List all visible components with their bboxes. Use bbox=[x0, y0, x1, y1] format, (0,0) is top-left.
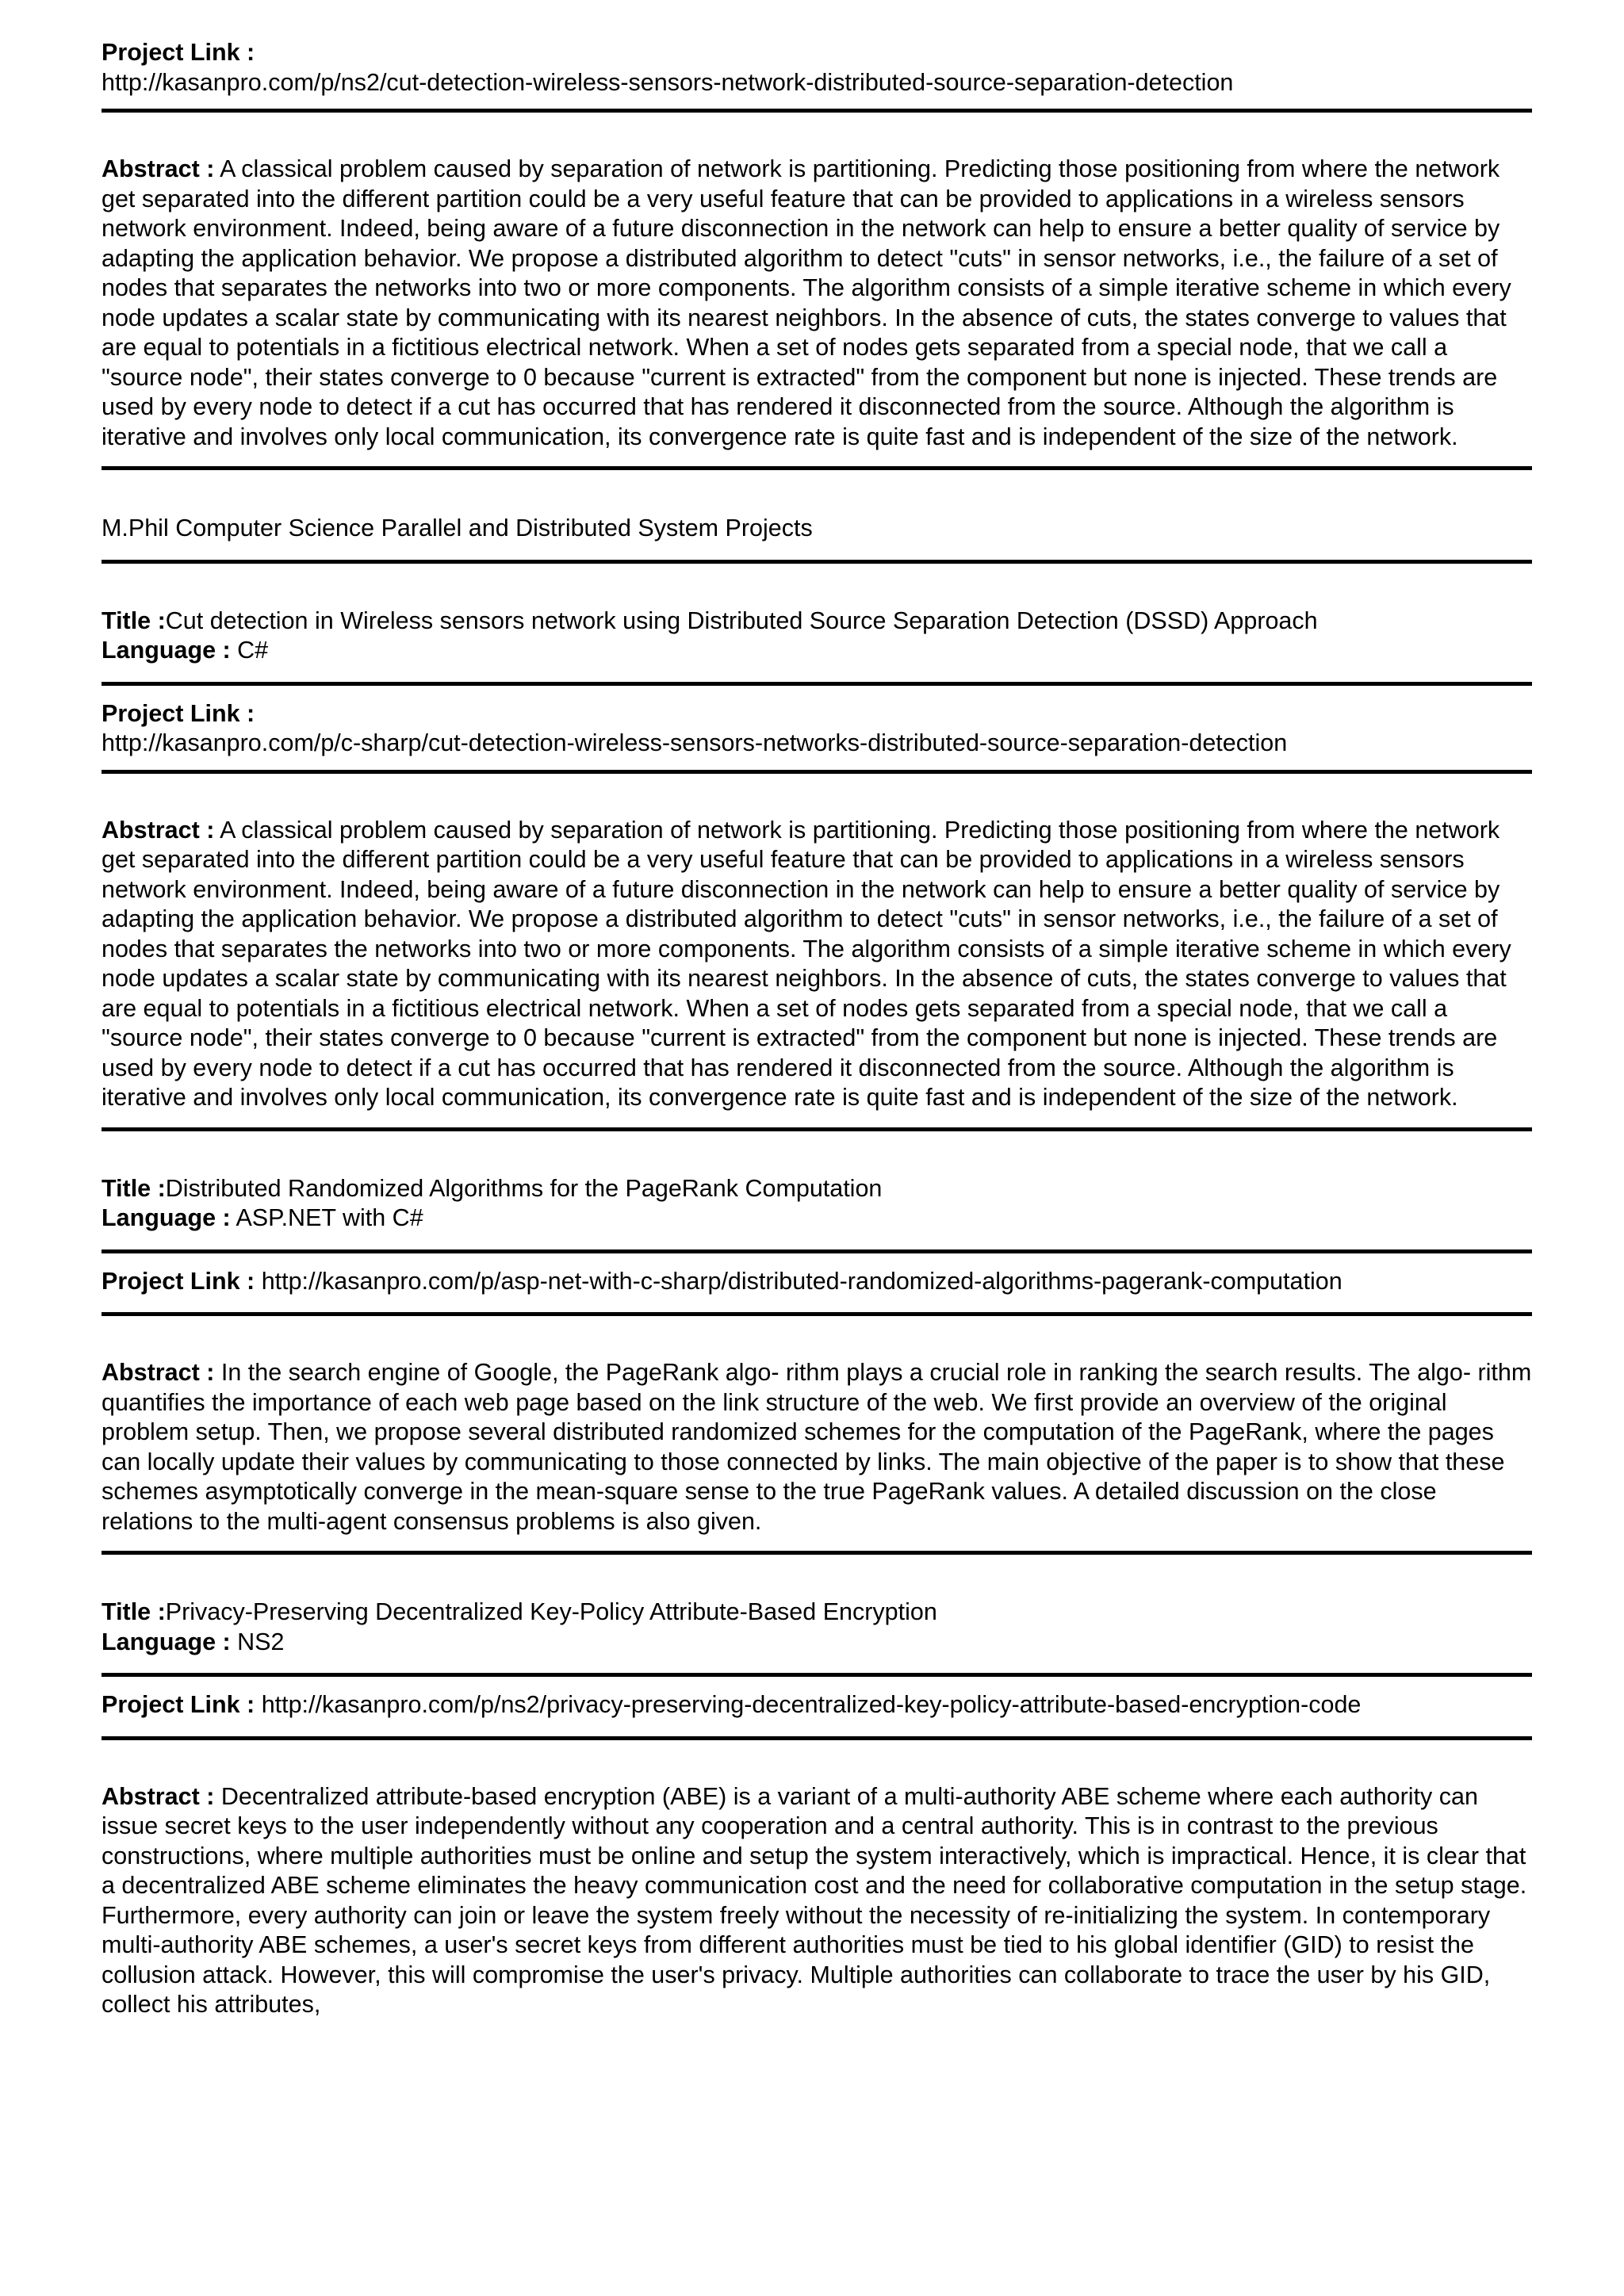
language-text-3: ASP.NET with C# bbox=[236, 1204, 423, 1231]
language-text-2: C# bbox=[237, 637, 269, 664]
abstract-text-1: A classical problem caused by separation of network is partitioning. Predicting those positioning from where the network get separated into the different partition could be a very useful feature that can be provided to applications in a wireless sensors network environment. Indeed, being aware of a future disconnection in the network can help to ensure a better quality of service by adapting the application behavior. We propose a distributed algorithm to detect "cuts" in sensor networks, i.e., the failure of a set of nodes that separates the networks into two or more components. The algorithm consists of a simple iterative scheme in which every node updates a scalar state by communicating with its nearest neighbors. In the absence of cuts, the states converge to values that are equal to potentials in a fictitious electrical network. When a set of nodes gets separated from a special node, that we call a "source node", their states converge to 0 because "current is extracted" from the component but none is injected. These trends are used by every node to detect if a cut has occurred that has rendered it disconnected from the source. Although the algorithm is iterative and involves only local communication, its convergence rate is quite fast and is independent of the size of the network. bbox=[102, 155, 1511, 450]
title-block-3 bbox=[102, 1174, 1532, 1234]
project-link-url-3[interactable]: http://kasanpro.com/p/asp-net-with-c-sharp/distributed-randomized-algorithms-pagerank-computation bbox=[261, 1267, 1342, 1295]
document-page bbox=[102, 38, 1532, 2020]
abstract-block-1 bbox=[102, 155, 1532, 452]
title-text-3: Distributed Randomized Algorithms for the PageRank Computation bbox=[165, 1174, 883, 1202]
title-label: Title : bbox=[102, 607, 166, 634]
divider bbox=[102, 1127, 1532, 1131]
language-text-4: NS2 bbox=[237, 1628, 285, 1655]
abstract-label: Abstract : bbox=[102, 155, 215, 182]
abstract-label: Abstract : bbox=[102, 1359, 215, 1386]
project-link-block-4 bbox=[102, 1690, 1532, 1720]
abstract-text-3: In the search engine of Google, the PageRank algo- rithm plays a crucial role in ranking the search results. The algo- rithm quantifies the importance of each web page based on the link structure of the web. We first provide an overview of the original problem setup. Then, we propose several distributed randomized schemes for the computation of the PageRank, where the pages can locally update their values by communicating to those connected by links. The main objective of the paper is to show that these schemes asymptotically converge in the mean-square sense to the true PageRank values. A detailed discussion on the close relations to the multi-agent consensus problems is also given. bbox=[102, 1359, 1532, 1535]
title-block-2 bbox=[102, 607, 1532, 666]
project-link-block-1 bbox=[102, 38, 1532, 98]
divider bbox=[102, 682, 1532, 686]
project-link-label: Project Link : bbox=[102, 699, 255, 727]
language-label: Language : bbox=[102, 1628, 231, 1655]
abstract-text-2: A classical problem caused by separation of network is partitioning. Predicting those positioning from where the network get separated into the different partition could be a very useful feature that can be provided to applications in a wireless sensors network environment. Indeed, being aware of a future disconnection in the network can help to ensure a better quality of service by adapting the application behavior. We propose a distributed algorithm to detect "cuts" in sensor networks, i.e., the failure of a set of nodes that separates the networks into two or more components. The algorithm consists of a simple iterative scheme in which every node updates a scalar state by communicating with its nearest neighbors. In the absence of cuts, the states converge to values that are equal to potentials in a fictitious electrical network. When a set of nodes gets separated from a special node, that we call a "source node", their states converge to 0 because "current is extracted" from the component but none is injected. These trends are used by every node to detect if a cut has occurred that has rendered it disconnected from the source. Although the algorithm is iterative and involves only local communication, its convergence rate is quite fast and is independent of the size of the network. bbox=[102, 816, 1511, 1111]
project-link-url-1[interactable]: http://kasanpro.com/p/ns2/cut-detection-wireless-sensors-network-distributed-source-separation-detection bbox=[102, 68, 1234, 96]
project-link-label: Project Link : bbox=[102, 39, 255, 66]
title-label: Title : bbox=[102, 1598, 166, 1625]
title-line-4 bbox=[102, 1598, 1532, 1628]
title-block-4 bbox=[102, 1598, 1532, 1657]
language-label: Language : bbox=[102, 1204, 231, 1231]
abstract-block-4 bbox=[102, 1782, 1532, 2020]
divider bbox=[102, 770, 1532, 774]
language-line-4 bbox=[102, 1628, 1532, 1658]
title-line-2 bbox=[102, 607, 1532, 637]
divider bbox=[102, 1312, 1532, 1316]
abstract-text-4: Decentralized attribute-based encryption (ABE) is a variant of a multi-authority ABE scheme where each authority can issue secret keys to the user independently without any cooperation and a central authority. This is in contrast to the previous constructions, where multiple authorities must be online and setup the system interactively, which is impractical. Hence, it is clear that a decentralized ABE scheme eliminates the heavy communication cost and the need for collaborative computation in the setup stage. Furthermore, every authority can join or leave the system freely without the necessity of re-initializing the system. In contemporary multi-authority ABE schemes, a user's secret keys from different authorities must be tied to his global identifier (GID) to resist the collusion attack. However, this will compromise the user's privacy. Multiple authorities can collaborate to trace the user by his GID, collect his attributes, bbox=[102, 1782, 1527, 2018]
title-line-3 bbox=[102, 1174, 1532, 1204]
divider bbox=[102, 109, 1532, 113]
language-label: Language : bbox=[102, 637, 231, 664]
abstract-block-2 bbox=[102, 816, 1532, 1113]
abstract-block-3 bbox=[102, 1358, 1532, 1536]
divider bbox=[102, 466, 1532, 470]
language-line-3 bbox=[102, 1203, 1532, 1234]
divider bbox=[102, 1249, 1532, 1253]
project-link-url-2[interactable]: http://kasanpro.com/p/c-sharp/cut-detection-wireless-sensors-networks-distributed-source-separation-detection bbox=[102, 729, 1288, 756]
title-text-4: Privacy-Preserving Decentralized Key-Policy Attribute-Based Encryption bbox=[165, 1598, 937, 1625]
abstract-label: Abstract : bbox=[102, 816, 215, 844]
divider bbox=[102, 1736, 1532, 1740]
category-heading: M.Phil Computer Science Parallel and Distributed System Projects bbox=[102, 515, 813, 541]
project-link-label: Project Link : bbox=[102, 1267, 255, 1295]
divider bbox=[102, 1673, 1532, 1677]
abstract-label: Abstract : bbox=[102, 1782, 215, 1810]
divider bbox=[102, 560, 1532, 564]
title-text-2: Cut detection in Wireless sensors network using Distributed Source Separation Detection (DSSD) Approach bbox=[165, 607, 1318, 634]
project-link-url-4[interactable]: http://kasanpro.com/p/ns2/privacy-preserving-decentralized-key-policy-attribute-based-encryption-code bbox=[261, 1691, 1362, 1718]
language-line-2 bbox=[102, 636, 1532, 666]
project-link-block-2 bbox=[102, 699, 1532, 759]
title-label: Title : bbox=[102, 1174, 166, 1202]
project-link-label: Project Link : bbox=[102, 1691, 255, 1718]
divider bbox=[102, 1551, 1532, 1555]
project-link-block-3 bbox=[102, 1267, 1532, 1297]
